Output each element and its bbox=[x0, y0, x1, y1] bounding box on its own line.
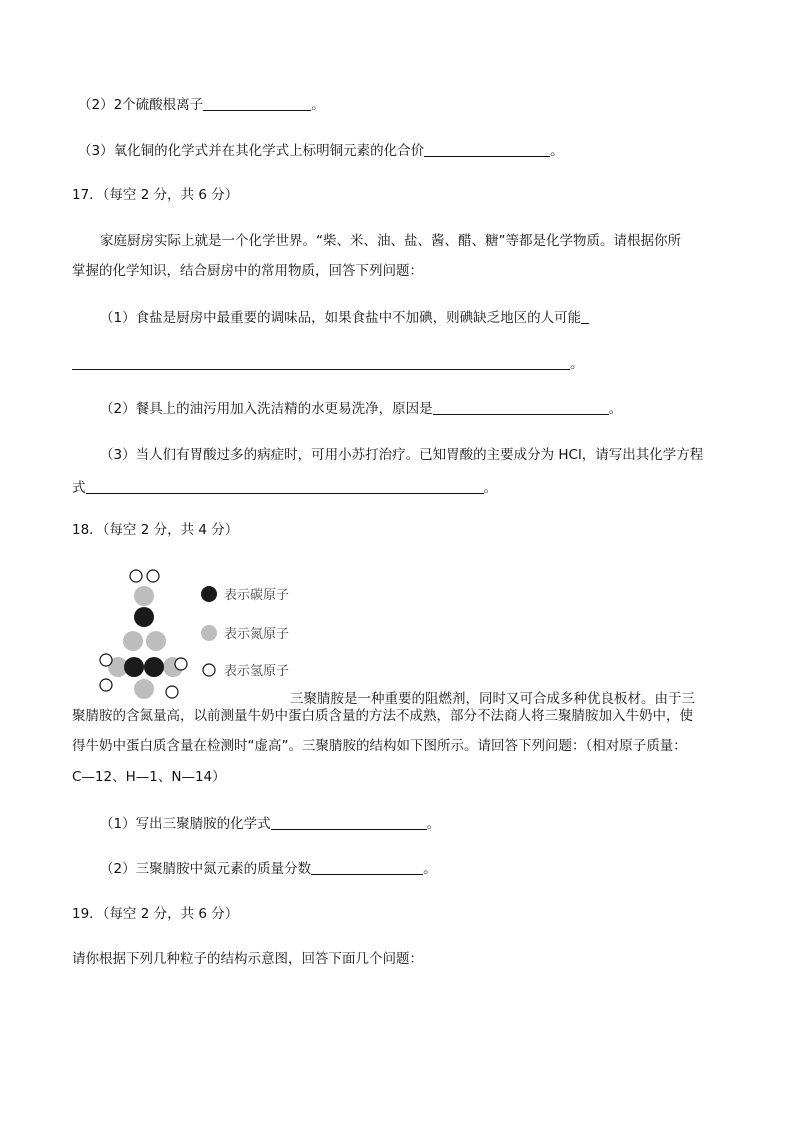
q18-part1-answer-blank[interactable] bbox=[271, 815, 427, 830]
q18-part1-end: 。 bbox=[426, 816, 441, 832]
q17-part3-text: 式 bbox=[72, 480, 86, 496]
hydrogen-atom bbox=[130, 570, 142, 582]
q17-part2 bbox=[100, 400, 622, 418]
nitrogen-atom bbox=[146, 631, 166, 651]
q17-part1-end: 。 bbox=[570, 356, 584, 372]
q18-part2-end: 。 bbox=[423, 861, 437, 877]
q16-part3-end: 。 bbox=[550, 143, 564, 159]
q17-part2-end: 。 bbox=[608, 401, 623, 417]
nitrogen-atom bbox=[134, 586, 154, 606]
legend-hydrogen-swatch bbox=[203, 664, 215, 676]
q17-part1 bbox=[100, 309, 589, 327]
legend-carbon-swatch bbox=[201, 586, 217, 602]
q16-part3-answer-blank[interactable] bbox=[424, 142, 550, 157]
q17-header: 17．（每空 2 分，共 6 分） bbox=[72, 187, 239, 203]
q17-part1-answer-blank[interactable] bbox=[72, 355, 570, 370]
q17-part2-text: （2）餐具上的油污用加入洗洁精的水更易洗净，原因是 bbox=[100, 401, 433, 417]
q18-part1-text: （1）写出三聚腈胺的化学式 bbox=[100, 816, 271, 832]
nitrogen-atom bbox=[134, 679, 154, 699]
q17-part3-line2 bbox=[72, 479, 497, 497]
q18-part2-text: （2）三聚腈胺中氮元素的质量分数 bbox=[100, 861, 312, 877]
q18-intro-line1: 三聚腈胺是一种重要的阻燃剂，同时又可合成多种优良板材。由于三 bbox=[290, 691, 695, 707]
atom-legend bbox=[201, 586, 289, 679]
hydrogen-atom bbox=[175, 658, 187, 670]
q16-part3-text: （3）氧化铜的化学式并在其化学式上标明铜元素的化合价 bbox=[78, 143, 425, 159]
q16-part2-answer-blank[interactable] bbox=[203, 96, 311, 111]
q17-part3-line1: （3）当人们有胃酸过多的病症时，可用小苏打治疗。已知胃酸的主要成分为 HCl，请写出其化学方程 bbox=[100, 447, 704, 463]
q17-part1-text: （1）食盐是厨房中最重要的调味品，如果食盐中不加碘，则碘缺乏地区的人可能 bbox=[100, 310, 582, 326]
q18-part1 bbox=[100, 815, 440, 833]
legend-nitrogen-label: 表示氮原子 bbox=[224, 627, 290, 642]
hydrogen-atom bbox=[100, 679, 112, 691]
melamine-structure-diagram bbox=[96, 562, 306, 702]
q18-intro-line3: 得牛奶中蛋白质含量在检测时“虚高”。三聚腈胺的结构如下图所示。请回答下列问题：（相对原子质量： bbox=[72, 738, 687, 754]
q19-intro: 请你根据下列几种粒子的结构示意图，回答下面几个问题： bbox=[72, 951, 423, 967]
q18-part2 bbox=[100, 860, 437, 878]
q17-part1-continued bbox=[72, 355, 584, 373]
carbon-atom bbox=[134, 607, 154, 627]
hydrogen-atom bbox=[100, 654, 112, 666]
carbon-atom bbox=[124, 657, 144, 677]
q18-header: 18．（每空 2 分，共 4 分） bbox=[72, 522, 239, 538]
legend-nitrogen-swatch bbox=[201, 625, 217, 641]
q18-intro-line4: C—12、H—1、N—14） bbox=[72, 769, 226, 785]
nitrogen-atom bbox=[123, 631, 143, 651]
hydrogen-atom bbox=[166, 686, 178, 698]
q17-part1-blank-start[interactable] bbox=[581, 309, 589, 324]
q19-header: 19．（每空 2 分，共 6 分） bbox=[72, 906, 239, 922]
legend-hydrogen-label: 表示氢原子 bbox=[224, 664, 290, 679]
melamine-molecule bbox=[100, 570, 187, 699]
q17-intro-line1: 家庭厨房实际上就是一个化学世界。“柴、米、油、盐、酱、醋、糖”等都是化学物质。请根据你所 bbox=[100, 233, 681, 249]
q16-part2-text: （2）2个硫酸根离子 bbox=[78, 97, 204, 113]
q17-part2-answer-blank[interactable] bbox=[433, 400, 609, 415]
q16-part2-end: 。 bbox=[311, 97, 325, 113]
q17-intro-line2: 掌握的化学知识，结合厨房中的常用物质，回答下列问题： bbox=[72, 263, 423, 279]
q17-part3-end: 。 bbox=[483, 480, 497, 496]
q18-intro-line2: 聚腈胺的含氮量高，以前测量牛奶中蛋白质含量的方法不成熟，部分不法商人将三聚腈胺加入牛奶中，使 bbox=[72, 708, 693, 724]
q16-part2 bbox=[78, 96, 325, 114]
q16-part3 bbox=[78, 142, 564, 160]
carbon-atom bbox=[144, 657, 164, 677]
hydrogen-atom bbox=[147, 570, 159, 582]
q18-part2-answer-blank[interactable] bbox=[311, 860, 423, 875]
legend-carbon-label: 表示碳原子 bbox=[224, 588, 290, 603]
q17-part3-answer-blank[interactable] bbox=[86, 479, 484, 494]
